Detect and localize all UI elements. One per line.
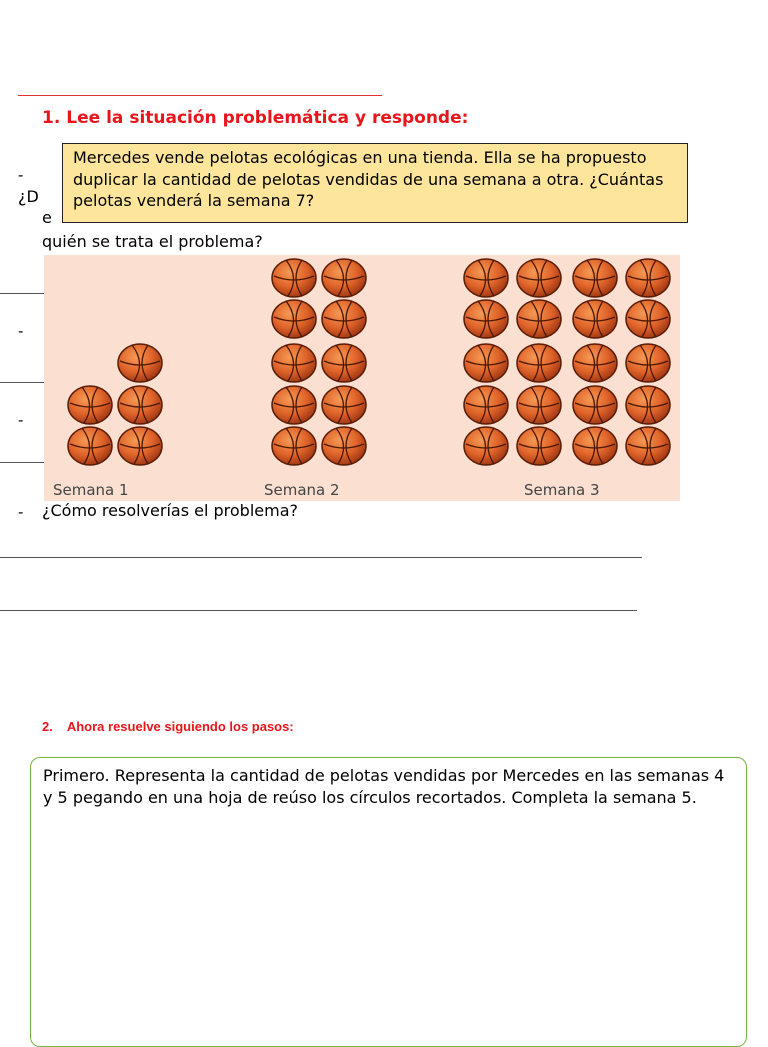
header-rule xyxy=(18,95,382,96)
ball-icon xyxy=(68,386,112,424)
question-1-fragment-a: ¿D xyxy=(18,187,39,206)
answer-line-left xyxy=(0,293,44,294)
section-1-heading xyxy=(42,108,468,128)
problem-callout xyxy=(62,143,688,223)
question-1-dash: - xyxy=(18,166,24,184)
ball-icon xyxy=(573,344,617,382)
ball-icon xyxy=(626,344,670,382)
ball-icon xyxy=(517,427,561,465)
answer-line[interactable] xyxy=(0,557,642,558)
week-1-label: Semana 1 xyxy=(53,481,129,499)
ball-icon xyxy=(626,427,670,465)
answer-line[interactable] xyxy=(0,610,637,611)
ball-icon xyxy=(573,386,617,424)
ball-icon xyxy=(272,427,316,465)
question-2-dash: - xyxy=(18,322,24,340)
ball-icon xyxy=(272,344,316,382)
ball-icon xyxy=(464,259,508,297)
ball-icon xyxy=(118,344,162,382)
section-2-heading xyxy=(42,719,294,734)
ball-icon xyxy=(272,386,316,424)
week-3-label: Semana 3 xyxy=(524,481,600,499)
question-3-dash: - xyxy=(18,411,24,429)
ball-icon xyxy=(573,427,617,465)
ball-icon xyxy=(118,427,162,465)
ball-icon xyxy=(118,386,162,424)
balls-illustration xyxy=(44,255,680,501)
step-one-box xyxy=(30,757,747,1047)
ball-icon xyxy=(517,259,561,297)
section-1-number: 1. xyxy=(42,108,61,128)
question-1-line-2: quién se trata el problema? xyxy=(42,232,263,251)
ball-icon xyxy=(322,259,366,297)
ball-icon xyxy=(464,344,508,382)
ball-icon xyxy=(464,300,508,338)
ball-icon xyxy=(272,300,316,338)
ball-icon xyxy=(322,300,366,338)
ball-icon xyxy=(517,386,561,424)
ball-icon xyxy=(573,259,617,297)
problem-text: Mercedes vende pelotas ecológicas en una tienda. Ella se ha propuesto duplicar la cantidad de pelotas vendidas de una semana a otra. ¿Cuántas pelotas venderá la semana 7? xyxy=(73,148,664,210)
ball-icon xyxy=(464,427,508,465)
ball-icon xyxy=(517,300,561,338)
week-2-label: Semana 2 xyxy=(264,481,340,499)
ball-icon xyxy=(322,344,366,382)
question-4-text: ¿Cómo resolverías el problema? xyxy=(42,501,298,520)
ball-icon xyxy=(626,300,670,338)
section-2-number: 2. xyxy=(42,719,53,734)
section-1-title: Lee la situación problemática y responde: xyxy=(66,108,469,128)
ball-icon xyxy=(322,386,366,424)
ball-icon xyxy=(626,386,670,424)
ball-icon xyxy=(322,427,366,465)
section-2-title: Ahora resuelve siguiendo los pasos: xyxy=(66,719,294,734)
question-4-dash: - xyxy=(18,503,24,521)
ball-icon xyxy=(626,259,670,297)
ball-icon xyxy=(272,259,316,297)
ball-icon xyxy=(517,344,561,382)
ball-icon xyxy=(68,427,112,465)
ball-icon xyxy=(464,386,508,424)
ball-icon xyxy=(573,300,617,338)
balls-svg xyxy=(44,255,680,501)
step-one-text: Primero. Representa la cantidad de pelotas vendidas por Mercedes en las semanas 4 y 5 pegando en una hoja de reúso los círculos recortados. Completa la semana 5. xyxy=(43,766,725,807)
question-1-fragment-b: e xyxy=(42,208,52,227)
